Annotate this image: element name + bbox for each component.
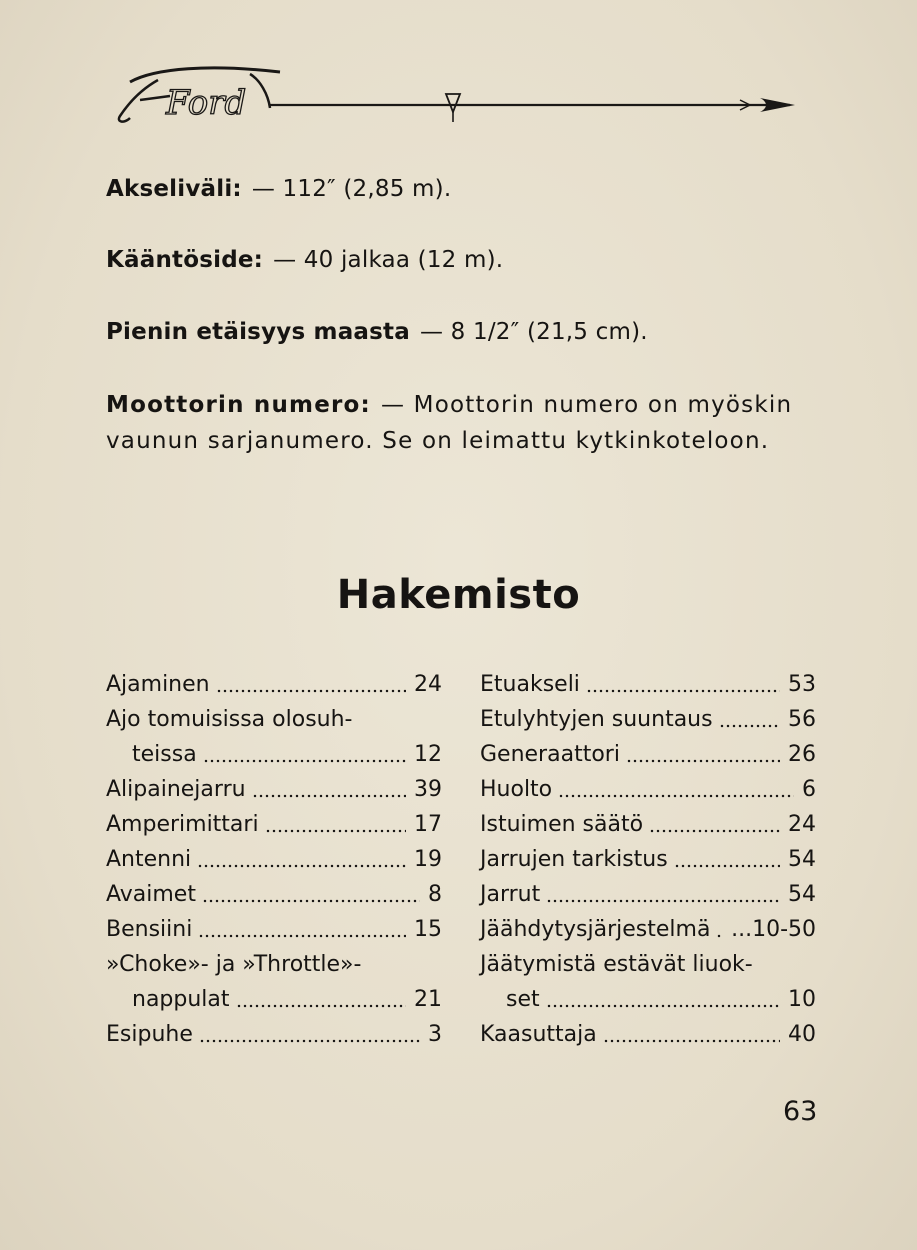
dot-leader xyxy=(203,759,406,763)
index-entry xyxy=(106,982,442,1017)
index-page-number: 8 xyxy=(428,882,442,907)
index-entry xyxy=(106,1017,442,1052)
index-entry xyxy=(106,842,442,877)
index-term: Huolto xyxy=(480,777,553,802)
spec-ground-clearance xyxy=(106,319,648,345)
index-title: Hakemisto xyxy=(336,572,581,618)
dot-leader xyxy=(716,934,723,938)
spec-value: — 112″ (2,85 m). xyxy=(251,176,452,202)
index-entry xyxy=(480,807,816,842)
spec-value: — 8 1/2″ (21,5 cm). xyxy=(419,319,648,345)
index-term: Bensiini xyxy=(106,917,193,942)
index-page-number: 10 xyxy=(788,987,816,1012)
index-term: Etuakseli xyxy=(480,672,580,697)
index-term: Generaattori xyxy=(480,742,620,767)
index-term: Istuimen säätö xyxy=(480,812,644,837)
dot-leader xyxy=(719,724,780,728)
index-entry xyxy=(480,772,816,807)
index-entry xyxy=(106,772,442,807)
spec-value: — 40 jalkaa (12 m). xyxy=(273,247,504,273)
index-entry xyxy=(480,982,816,1017)
dot-leader xyxy=(216,689,406,693)
index-entry xyxy=(106,702,442,737)
index-entry xyxy=(106,877,442,912)
index-entry xyxy=(106,807,442,842)
index-page-number: 21 xyxy=(414,987,442,1012)
index-entry xyxy=(480,912,816,947)
index-term: Etulyhtyjen suuntaus xyxy=(480,707,713,732)
index-page-number: 17 xyxy=(414,812,442,837)
spec-label: Akseliväli: xyxy=(106,176,242,202)
index-page-number: 19 xyxy=(414,847,442,872)
index-term: »Choke»- ja »Throttle»- xyxy=(106,952,362,977)
spec-label: Moottorin numero: xyxy=(106,392,371,418)
index-term: Kaasuttaja xyxy=(480,1022,597,1047)
index-entry xyxy=(106,667,442,702)
index-column-left xyxy=(106,667,442,1052)
index-term: Antenni xyxy=(106,847,192,872)
index-entry xyxy=(480,737,816,772)
dot-leader xyxy=(586,689,780,693)
spec-label: Pienin etäisyys maasta xyxy=(106,319,410,345)
index-term: Jarrujen tarkistus xyxy=(480,847,668,872)
logo-lettering: Ford xyxy=(166,83,247,123)
page-header xyxy=(100,60,810,130)
index-page-number: 26 xyxy=(788,742,816,767)
dot-leader xyxy=(546,899,780,903)
dot-leader xyxy=(626,759,780,763)
index-column-right xyxy=(480,667,816,1052)
dot-leader xyxy=(603,1039,780,1043)
index-term: Ajaminen xyxy=(106,672,210,697)
index-page-number: 53 xyxy=(788,672,816,697)
index-page-number: 3 xyxy=(428,1022,442,1047)
index-page-number: 15 xyxy=(414,917,442,942)
dot-leader xyxy=(202,899,420,903)
index-entry xyxy=(480,1017,816,1052)
dot-leader xyxy=(546,1004,780,1008)
engine-number-continuation: vaunun sarjanumero. Se on leimattu kytkinkoteloon. xyxy=(106,428,770,454)
index-term: Jarrut xyxy=(480,882,541,907)
index-term: Jäähdytysjärjestelmä xyxy=(480,917,711,942)
index-term: Jäätymistä estävät liuok- xyxy=(480,952,753,977)
spec-label: Kääntöside: xyxy=(106,247,264,273)
index-entry xyxy=(106,737,442,772)
index-entry xyxy=(480,667,816,702)
spec-turning-radius xyxy=(106,247,503,273)
index-entry xyxy=(480,842,816,877)
index-page-number: 40 xyxy=(788,1022,816,1047)
index-entry xyxy=(480,947,816,982)
index-term: Esipuhe xyxy=(106,1022,193,1047)
index-entry xyxy=(106,912,442,947)
index-page-number: 6 xyxy=(802,777,816,802)
index-page-number: ...10-50 xyxy=(731,917,816,942)
index-page-number: 12 xyxy=(414,742,442,767)
index-page-number: 56 xyxy=(788,707,816,732)
spec-value: — Moottorin numero on myöskin xyxy=(380,392,793,418)
index-term: Avaimet xyxy=(106,882,196,907)
index-page-number: 24 xyxy=(788,812,816,837)
dot-leader xyxy=(252,794,406,798)
dot-leader xyxy=(558,794,794,798)
index-term: Alipainejarru xyxy=(106,777,246,802)
dot-leader xyxy=(674,864,780,868)
spec-wheelbase xyxy=(106,176,451,202)
index-term: set xyxy=(506,987,540,1012)
index-page-number: 54 xyxy=(788,882,816,907)
index-term: Ajo tomuisissa olosuh- xyxy=(106,707,353,732)
dot-leader xyxy=(265,829,406,833)
index-term: Amperimittari xyxy=(106,812,259,837)
dot-leader xyxy=(199,1039,420,1043)
dot-leader xyxy=(236,1004,406,1008)
index-entry xyxy=(480,702,816,737)
index-entry xyxy=(480,877,816,912)
index-page-number: 24 xyxy=(414,672,442,697)
index-entry xyxy=(106,947,442,982)
index-term: nappulat xyxy=(132,987,230,1012)
dot-leader xyxy=(649,829,780,833)
index-page-number: 39 xyxy=(414,777,442,802)
spec-engine-number xyxy=(106,392,792,418)
index-page-number: 54 xyxy=(788,847,816,872)
index-term: teissa xyxy=(132,742,197,767)
dot-leader xyxy=(198,934,406,938)
dot-leader xyxy=(197,864,406,868)
page-number: 63 xyxy=(783,1096,818,1127)
ford-logo xyxy=(100,60,810,130)
